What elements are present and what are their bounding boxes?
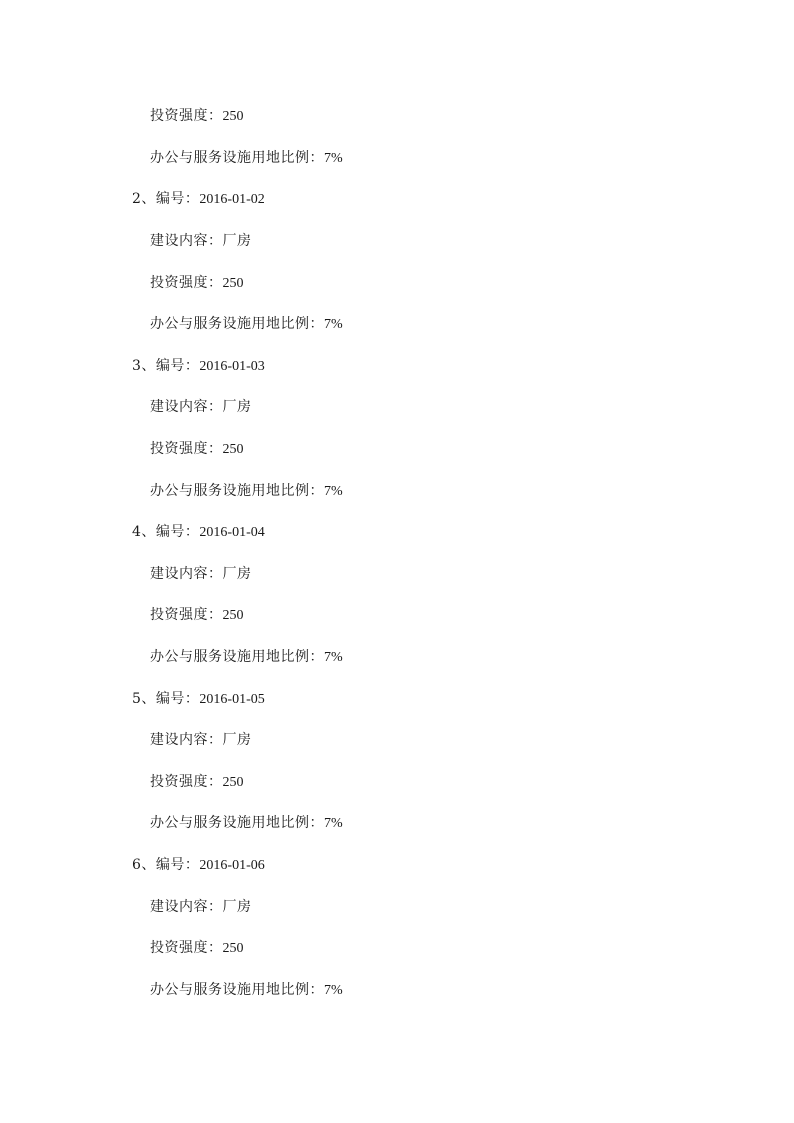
content-line xyxy=(150,398,252,416)
code-value: 2016-01-05 xyxy=(199,692,265,707)
invest-label: 投资强度： xyxy=(150,774,223,790)
invest-line xyxy=(150,773,244,792)
item-code-line xyxy=(132,690,265,709)
office-ratio-label: 办公与服务设施用地比例： xyxy=(150,982,324,998)
office-ratio-label: 办公与服务设施用地比例： xyxy=(150,483,324,499)
item-index: 2、 xyxy=(132,191,156,207)
office-ratio-label: 办公与服务设施用地比例： xyxy=(150,815,324,831)
code-value: 2016-01-06 xyxy=(199,858,265,873)
office-ratio-line xyxy=(150,981,343,1000)
office-ratio-value: 7% xyxy=(324,650,343,665)
code-label: 编号： xyxy=(155,524,200,540)
content-value: 厂房 xyxy=(222,732,252,748)
content-line xyxy=(150,731,252,749)
item-code-line xyxy=(132,523,265,542)
office-ratio-line xyxy=(150,814,343,833)
code-value: 2016-01-02 xyxy=(199,192,265,207)
code-label: 编号： xyxy=(155,691,200,707)
invest-line xyxy=(150,107,244,126)
content-label: 建设内容： xyxy=(150,899,223,915)
content-label: 建设内容： xyxy=(150,233,223,249)
content-line xyxy=(150,565,252,583)
invest-label: 投资强度： xyxy=(150,607,223,623)
content-line xyxy=(150,232,252,250)
content-label: 建设内容： xyxy=(150,399,223,415)
item-index: 5、 xyxy=(132,691,156,707)
invest-line xyxy=(150,606,244,625)
item-code-line xyxy=(132,856,265,875)
office-ratio-line xyxy=(150,149,343,168)
content-label: 建设内容： xyxy=(150,566,223,582)
invest-value: 250 xyxy=(222,608,244,623)
content-line xyxy=(150,898,252,916)
office-ratio-label: 办公与服务设施用地比例： xyxy=(150,316,324,332)
code-value: 2016-01-03 xyxy=(199,359,265,374)
office-ratio-line xyxy=(150,315,343,334)
invest-value: 250 xyxy=(222,442,244,457)
item-index: 6、 xyxy=(132,857,156,873)
invest-label: 投资强度： xyxy=(150,108,223,124)
item-index: 3、 xyxy=(132,358,156,374)
content-value: 厂房 xyxy=(222,399,252,415)
invest-label: 投资强度： xyxy=(150,275,223,291)
invest-value: 250 xyxy=(222,276,244,291)
office-ratio-value: 7% xyxy=(324,983,343,998)
code-label: 编号： xyxy=(155,191,200,207)
invest-line xyxy=(150,440,244,459)
content-value: 厂房 xyxy=(222,899,252,915)
code-value: 2016-01-04 xyxy=(199,525,265,540)
invest-value: 250 xyxy=(222,775,244,790)
office-ratio-label: 办公与服务设施用地比例： xyxy=(150,150,324,166)
content-value: 厂房 xyxy=(222,566,252,582)
item-code-line xyxy=(132,357,265,376)
content-label: 建设内容： xyxy=(150,732,223,748)
invest-value: 250 xyxy=(222,109,244,124)
office-ratio-value: 7% xyxy=(324,484,343,499)
office-ratio-label: 办公与服务设施用地比例： xyxy=(150,649,324,665)
item-index: 4、 xyxy=(132,524,156,540)
invest-line xyxy=(150,939,244,958)
office-ratio-value: 7% xyxy=(324,151,343,166)
code-label: 编号： xyxy=(155,857,200,873)
code-label: 编号： xyxy=(155,358,200,374)
office-ratio-value: 7% xyxy=(324,816,343,831)
invest-label: 投资强度： xyxy=(150,940,223,956)
office-ratio-value: 7% xyxy=(324,317,343,332)
office-ratio-line xyxy=(150,482,343,501)
office-ratio-line xyxy=(150,648,343,667)
invest-value: 250 xyxy=(222,941,244,956)
invest-line xyxy=(150,274,244,293)
invest-label: 投资强度： xyxy=(150,441,223,457)
content-value: 厂房 xyxy=(222,233,252,249)
item-code-line xyxy=(132,190,265,209)
